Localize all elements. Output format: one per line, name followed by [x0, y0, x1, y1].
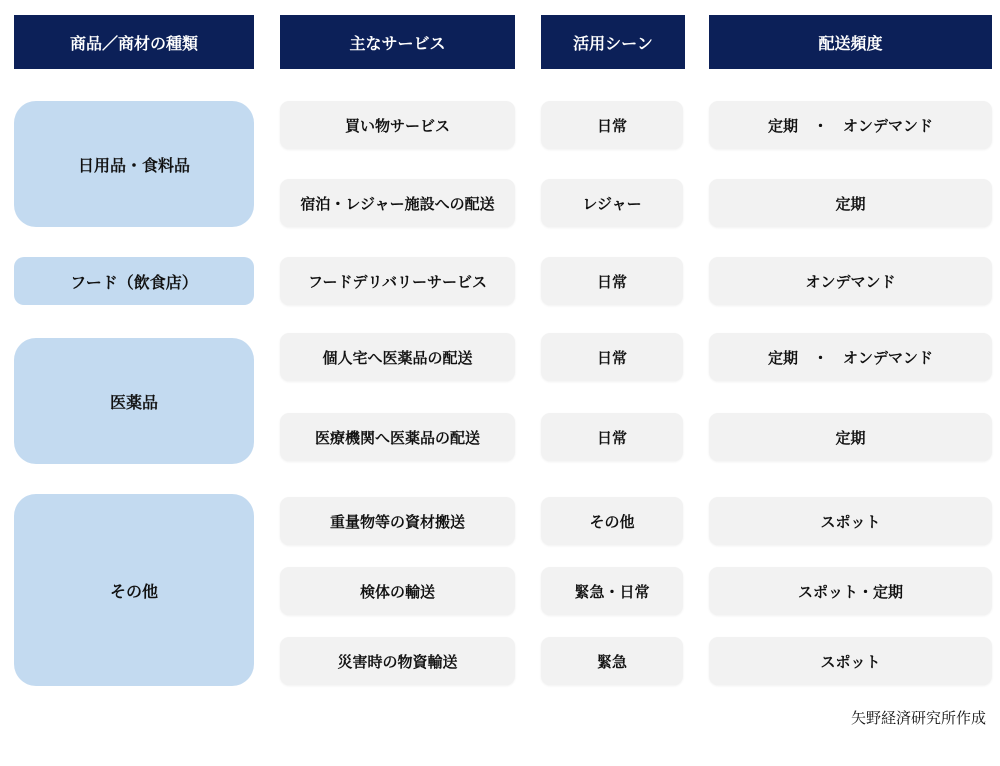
scene-cell: 日常	[541, 413, 683, 461]
scene-cell: レジャー	[541, 179, 683, 227]
frequency-cell: スポット・定期	[709, 567, 992, 615]
category-medicine: 医薬品	[14, 338, 254, 464]
header-frequency: 配送頻度	[709, 15, 992, 69]
service-cell: 重量物等の資材搬送	[280, 497, 515, 545]
scene-cell: 日常	[541, 333, 683, 381]
scene-cell: 日常	[541, 101, 683, 149]
scene-cell: その他	[541, 497, 683, 545]
frequency-cell: 定期	[709, 179, 992, 227]
service-cell: 医療機関へ医薬品の配送	[280, 413, 515, 461]
category-other: その他	[14, 494, 254, 686]
category-daily-goods: 日用品・食料品	[14, 101, 254, 227]
frequency-cell: 定期	[709, 413, 992, 461]
frequency-cell: 定期 ・ オンデマンド	[709, 101, 992, 149]
frequency-cell: オンデマンド	[709, 257, 992, 305]
header-category: 商品／商材の種類	[14, 15, 254, 69]
source-credit: 矢野経済研究所作成	[850, 709, 986, 727]
category-food: フード（飲食店）	[14, 257, 254, 305]
frequency-cell: 定期 ・ オンデマンド	[709, 333, 992, 381]
service-cell: 買い物サービス	[280, 101, 515, 149]
frequency-cell: スポット	[709, 637, 992, 685]
scene-cell: 日常	[541, 257, 683, 305]
service-cell: 検体の輸送	[280, 567, 515, 615]
scene-cell: 緊急・日常	[541, 567, 683, 615]
service-cell: 個人宅へ医薬品の配送	[280, 333, 515, 381]
service-cell: 災害時の物資輸送	[280, 637, 515, 685]
frequency-cell: スポット	[709, 497, 992, 545]
scene-cell: 緊急	[541, 637, 683, 685]
service-cell: 宿泊・レジャー施設への配送	[280, 179, 515, 227]
service-cell: フードデリバリーサービス	[280, 257, 515, 305]
header-scene: 活用シーン	[541, 15, 685, 69]
header-service: 主なサービス	[280, 15, 515, 69]
